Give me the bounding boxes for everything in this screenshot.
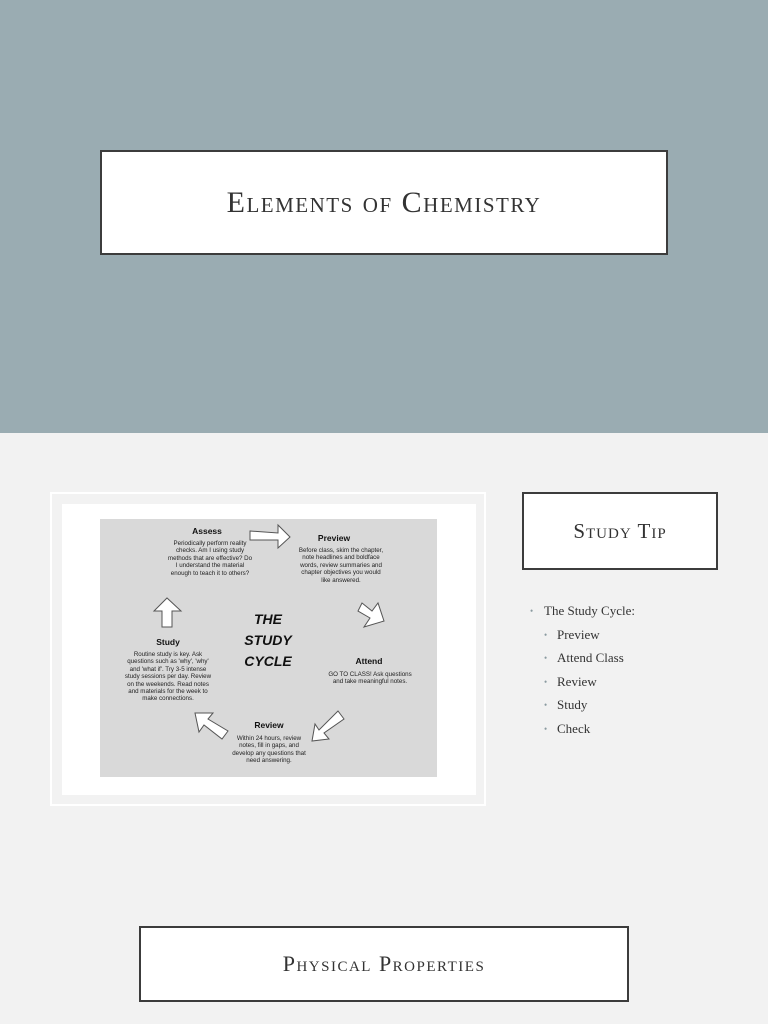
step-title-study: Study	[156, 637, 180, 647]
list-item: • The Study Cycle:	[530, 601, 635, 625]
step-desc-attend: GO TO CLASS! Ask questions and take meaningful notes.	[328, 671, 412, 686]
physical-properties-title: Physical Properties	[282, 951, 486, 976]
step-desc-review: Within 24 hours, review notes, fill in gaps, and develop any questions that need answering.	[232, 735, 306, 765]
step-title-assess: Assess	[192, 526, 222, 536]
bullet-list	[530, 601, 635, 742]
bullet-dot-icon: •	[530, 606, 534, 616]
step-title-review: Review	[254, 720, 284, 730]
arrow-icon-preview-to-attend	[358, 603, 384, 627]
step-desc-study: Routine study is key. Ask questions such as 'why', 'why' and 'what if'. Try 3-5 intense study sessions per day. Review on the weekends. Read notes and materials for the week to make connections.	[124, 651, 212, 703]
step-title-preview: Preview	[317, 533, 351, 543]
slide-title: Elements of Chemistry	[226, 185, 542, 219]
list-item: • Preview	[530, 625, 635, 649]
step-desc-preview: Before class, skim the chapter, note headlines and boldface words, review summaries and chapter objectives you would like answered.	[298, 547, 384, 584]
list-item: • Attend Class	[530, 648, 635, 672]
physical-properties-box	[139, 926, 629, 1002]
list-item: • Study	[530, 695, 635, 719]
diagram-center-title: THE STUDY CYCLE	[244, 611, 292, 669]
bullet-dot-icon: •	[544, 629, 548, 640]
study-tip-heading: Study Tip	[573, 518, 667, 543]
title-box	[100, 150, 668, 255]
arrow-icon-study-to-assess	[154, 598, 181, 627]
list-item: • Check	[530, 719, 635, 743]
bullet-dot-icon: •	[544, 700, 548, 710]
bullet-dot-icon: •	[544, 653, 548, 663]
bullet-dot-icon: •	[544, 676, 548, 687]
list-item: • Review	[530, 672, 635, 696]
step-desc-assess: Periodically perform reality checks. Am I using study methods that are effective? Do I understand the material enough to teach it to others?	[167, 540, 253, 577]
bullet-dot-icon: •	[544, 723, 548, 734]
step-title-attend: Attend	[355, 656, 383, 666]
study-tip-box	[522, 492, 718, 570]
arrow-icon-attend-to-review	[312, 711, 344, 741]
study-cycle-diagram	[100, 519, 437, 777]
